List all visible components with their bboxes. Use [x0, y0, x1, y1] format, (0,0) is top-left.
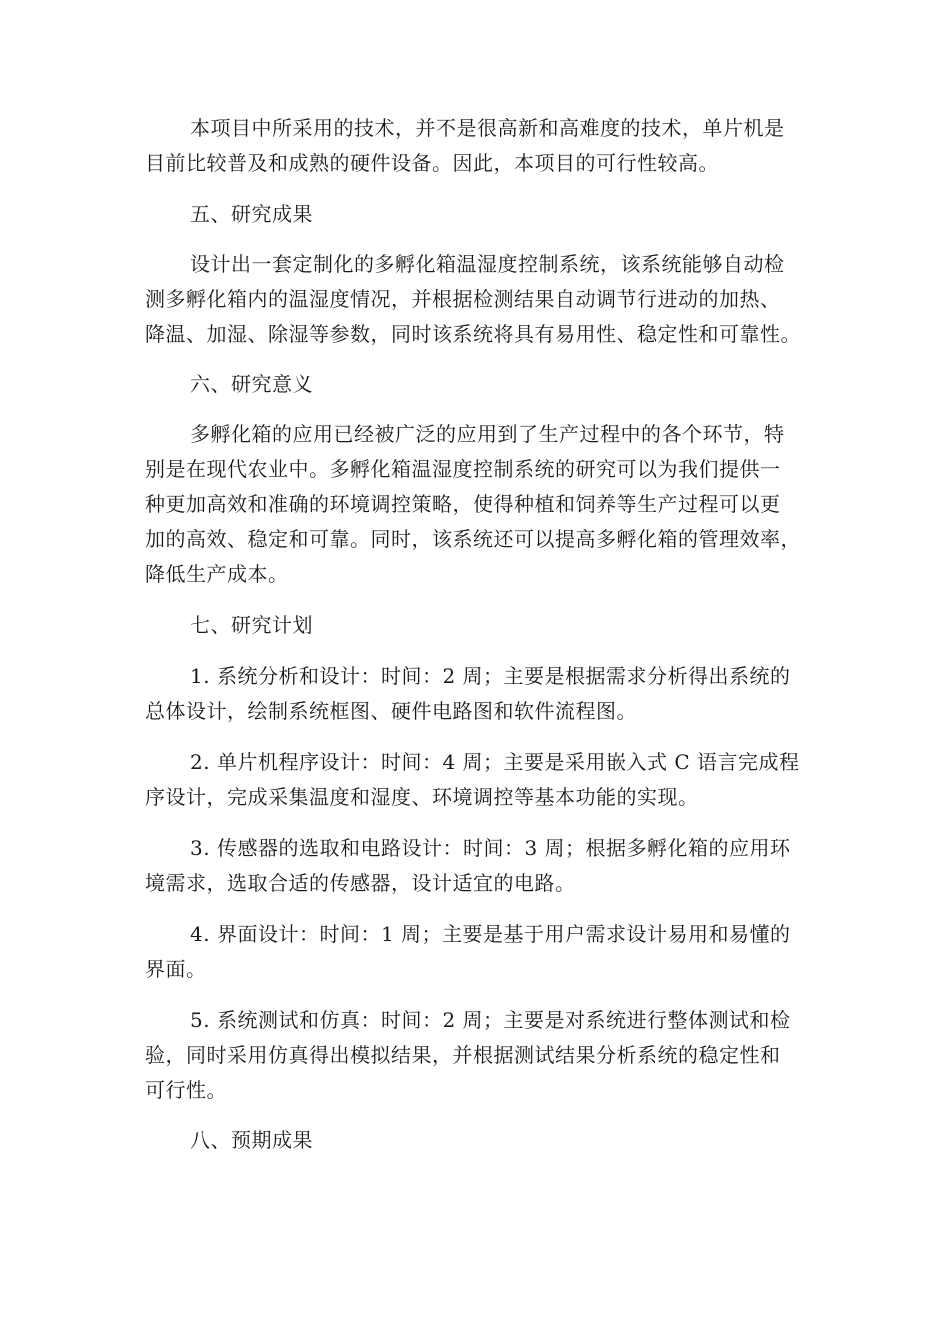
paragraph-line: 加的高效、稳定和可靠。同时，该系统还可以提高多孵化箱的管理效率， — [145, 527, 801, 551]
plan-item-5-cont: 验，同时采用仿真得出模拟结果，并根据测试结果分析系统的稳定性和 — [145, 1043, 781, 1067]
plan-item-2: 2. 单片机程序设计：时间：4 周；主要是采用嵌入式 C 语言完成程 — [190, 750, 800, 774]
section-heading-7: 七、研究计划 — [190, 613, 313, 637]
paragraph-line: 目前比较普及和成熟的硬件设备。因此，本项目的可行性较高。 — [145, 151, 719, 175]
section-heading-6: 六、研究意义 — [190, 372, 313, 396]
paragraph-line: 设计出一套定制化的多孵化箱温湿度控制系统，该系统能够自动检 — [190, 252, 785, 276]
plan-item-5: 5. 系统测试和仿真：时间：2 周；主要是对系统进行整体测试和检 — [190, 1008, 791, 1032]
paragraph-line: 种更加高效和准确的环境调控策略，使得种植和饲养等生产过程可以更 — [145, 492, 781, 516]
paragraph-line: 别是在现代农业中。多孵化箱温湿度控制系统的研究可以为我们提供一 — [145, 457, 781, 481]
paragraph-line: 降温、加湿、除湿等参数，同时该系统将具有易用性、稳定性和可靠性。 — [145, 322, 801, 346]
plan-item-3: 3. 传感器的选取和电路设计：时间：3 周；根据多孵化箱的应用环 — [190, 836, 791, 860]
paragraph-line: 降低生产成本。 — [145, 562, 289, 586]
plan-item-4: 4. 界面设计：时间：1 周；主要是基于用户需求设计易用和易懂的 — [190, 922, 791, 946]
plan-item-4-cont: 界面。 — [145, 957, 207, 981]
paragraph-line: 本项目中所采用的技术，并不是很高新和高难度的技术，单片机是 — [190, 116, 785, 140]
plan-item-1-cont: 总体设计，绘制系统框图、硬件电路图和软件流程图。 — [145, 699, 637, 723]
paragraph-line: 测多孵化箱内的温湿度情况，并根据检测结果自动调节行进动的加热、 — [145, 287, 781, 311]
plan-item-5-cont: 可行性。 — [145, 1078, 227, 1102]
section-heading-8: 八、预期成果 — [190, 1128, 313, 1152]
plan-item-1: 1. 系统分析和设计：时间：2 周；主要是根据需求分析得出系统的 — [190, 664, 791, 688]
section-heading-5: 五、研究成果 — [190, 202, 313, 226]
plan-item-3-cont: 境需求，选取合适的传感器，设计适宜的电路。 — [145, 871, 576, 895]
plan-item-2-cont: 序设计，完成采集温度和湿度、环境调控等基本功能的实现。 — [145, 785, 699, 809]
paragraph-line: 多孵化箱的应用已经被广泛的应用到了生产过程中的各个环节，特 — [190, 422, 785, 446]
